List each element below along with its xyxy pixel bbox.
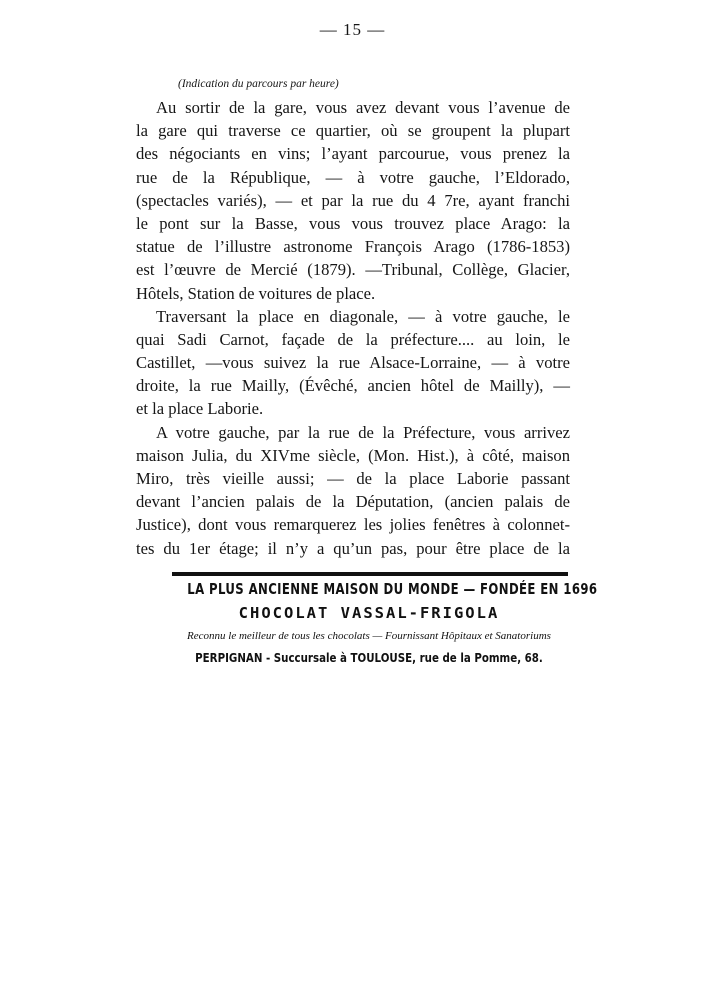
text-line: le pont sur la Basse, vous vous trouvez place Arago: la <box>136 213 570 233</box>
text-line: la gare qui traverse ce quartier, où se groupent la plupart <box>136 121 570 141</box>
page-number: — 15 — <box>319 20 386 39</box>
ad-address: PERPIGNAN - Succursale à TOULOUSE, rue de la Pomme, 68. <box>195 650 543 665</box>
ad-tagline: Reconnu le meilleur de tous les chocolats — Fournissant Hôpitaux et Sanatoriums <box>187 630 551 642</box>
body-text <box>136 96 570 560</box>
text-line: maison Julia, du XIVme siècle, (Mon. Hist.), à côté, maison <box>136 445 570 465</box>
text-line: Hôtels, Station de voitures de place. <box>136 283 376 303</box>
text-line: est l’œuvre de Mercié (1879). —Tribunal, Collège, Glacier, <box>136 260 570 280</box>
ad-headline: LA PLUS ANCIENNE MAISON DU MONDE — FONDÉE EN 1696 <box>187 580 598 598</box>
text-line: tes du 1er étage; il n’y a qu’un pas, pour être place de la <box>136 538 570 558</box>
text-line: statue de l’illustre astronome François Arago (1786-1853) <box>136 237 570 257</box>
text-line: quai Sadi Carnot, façade de la préfecture.... au loin, le <box>136 329 570 349</box>
text-line: devant l’ancien palais de la Députation, (ancien palais de <box>136 492 570 512</box>
ad-brand-name: CHOCOLAT VASSAL-FRIGOLA <box>238 604 500 622</box>
text-line: droite, la rue Mailly, (Évêché, ancien hôtel de Mailly), — <box>136 376 570 396</box>
section-note: (Indication du parcours par heure) <box>178 78 339 90</box>
text-line: (spectacles variés), — et par la rue du 4 7re, ayant franchi <box>136 190 570 210</box>
text-line: Justice), dont vous remarquerez les jolies fenêtres à colonnet- <box>136 515 570 535</box>
text-line: des négociants en vins; l’ayant parcourue, vous prenez la <box>136 144 570 164</box>
text-line: et la place Laborie. <box>136 399 264 419</box>
text-line: A votre gauche, par la rue de la Préfecture, vous arrivez <box>156 422 570 442</box>
advertisement-divider <box>172 572 568 576</box>
text-line: Castillet, —vous suivez la rue Alsace-Lorraine, — à votre <box>136 353 570 373</box>
text-line: Miro, très vieille aussi; — de la place Laborie passant <box>136 469 570 488</box>
text-line: Au sortir de la gare, vous avez devant vous l’avenue de <box>156 98 570 117</box>
text-line: Traversant la place en diagonale, — à votre gauche, le <box>156 306 570 326</box>
text-line: rue de la République, — à votre gauche, l’Eldorado, <box>136 167 570 187</box>
